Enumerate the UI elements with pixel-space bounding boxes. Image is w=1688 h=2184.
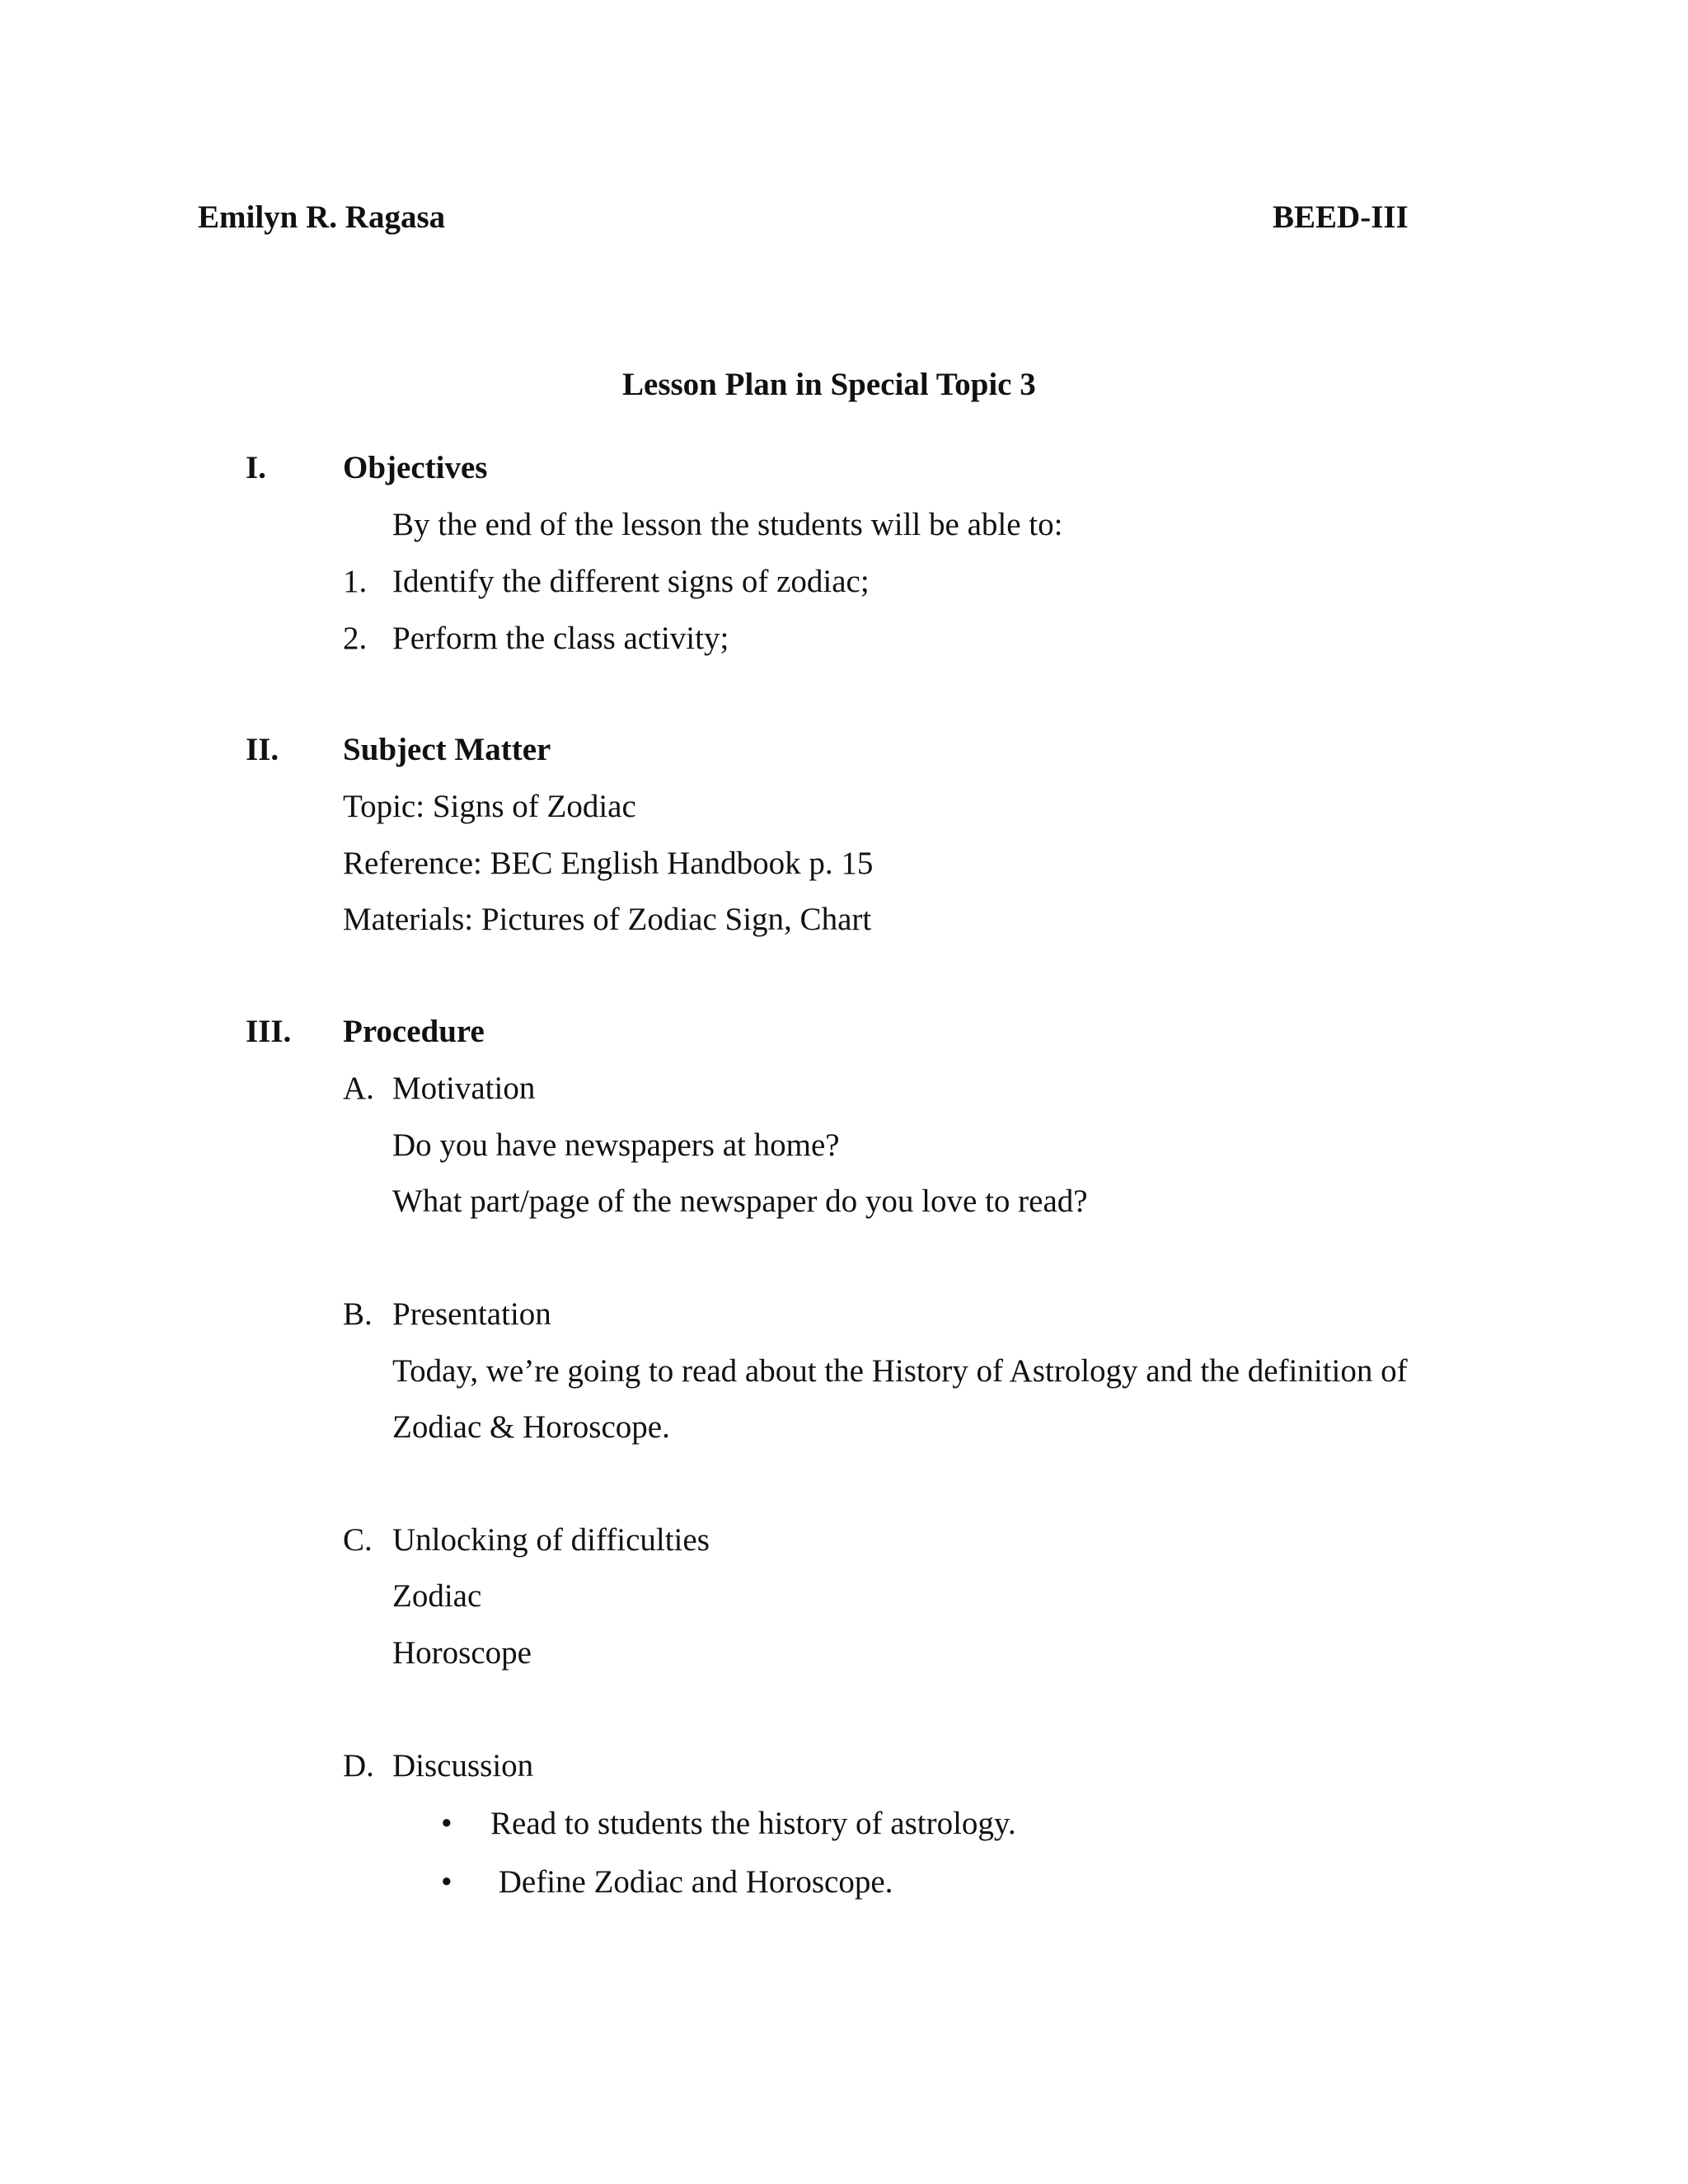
objective-item: Identify the different signs of zodiac; xyxy=(392,564,870,599)
objective-item: Perform the class activity; xyxy=(392,621,729,656)
procedure-step-unlocking: Unlocking of difficulties xyxy=(392,1522,710,1558)
presentation-line: Today, we’re going to read about the History of Astrology and the definition of xyxy=(392,1353,1408,1389)
objective-number: 2. xyxy=(343,621,368,656)
procedure-letter: D. xyxy=(343,1748,374,1783)
discussion-bullet-item: Read to students the history of astrology. xyxy=(490,1806,1016,1841)
course-label: BEED-III xyxy=(1273,199,1409,235)
objectives-intro: By the end of the lesson the students will be able to: xyxy=(392,507,1063,542)
unlocking-word: Horoscope xyxy=(392,1635,532,1671)
motivation-line: Do you have newspapers at home? xyxy=(392,1127,840,1163)
procedure-letter: A. xyxy=(343,1071,374,1106)
unlocking-word: Zodiac xyxy=(392,1578,482,1614)
page-title: Lesson Plan in Special Topic 3 xyxy=(622,367,1036,402)
objective-number: 1. xyxy=(343,564,368,599)
procedure-letter: B. xyxy=(343,1296,373,1332)
section-heading-procedure: Procedure xyxy=(343,1014,485,1049)
bullet-icon: • xyxy=(441,1806,452,1841)
subject-reference: Reference: BEC English Handbook p. 15 xyxy=(343,846,874,881)
discussion-bullet-item: Define Zodiac and Horoscope. xyxy=(490,1864,893,1900)
procedure-step-motivation: Motivation xyxy=(392,1071,536,1106)
procedure-step-presentation: Presentation xyxy=(392,1296,551,1332)
subject-topic: Topic: Signs of Zodiac xyxy=(343,789,636,824)
section-heading-objectives: Objectives xyxy=(343,450,488,485)
procedure-letter: C. xyxy=(343,1522,373,1558)
section-numeral-objectives: I. xyxy=(246,450,266,485)
section-numeral-procedure: III. xyxy=(246,1014,292,1049)
bullet-icon: • xyxy=(441,1864,452,1900)
motivation-line: What part/page of the newspaper do you love to read? xyxy=(392,1183,1088,1219)
author-name: Emilyn R. Ragasa xyxy=(198,199,446,235)
section-numeral-subject-matter: II. xyxy=(246,732,279,767)
section-heading-subject-matter: Subject Matter xyxy=(343,732,551,767)
presentation-line: Zodiac & Horoscope. xyxy=(392,1409,670,1445)
subject-materials: Materials: Pictures of Zodiac Sign, Chart xyxy=(343,902,872,937)
procedure-step-discussion: Discussion xyxy=(392,1748,534,1783)
